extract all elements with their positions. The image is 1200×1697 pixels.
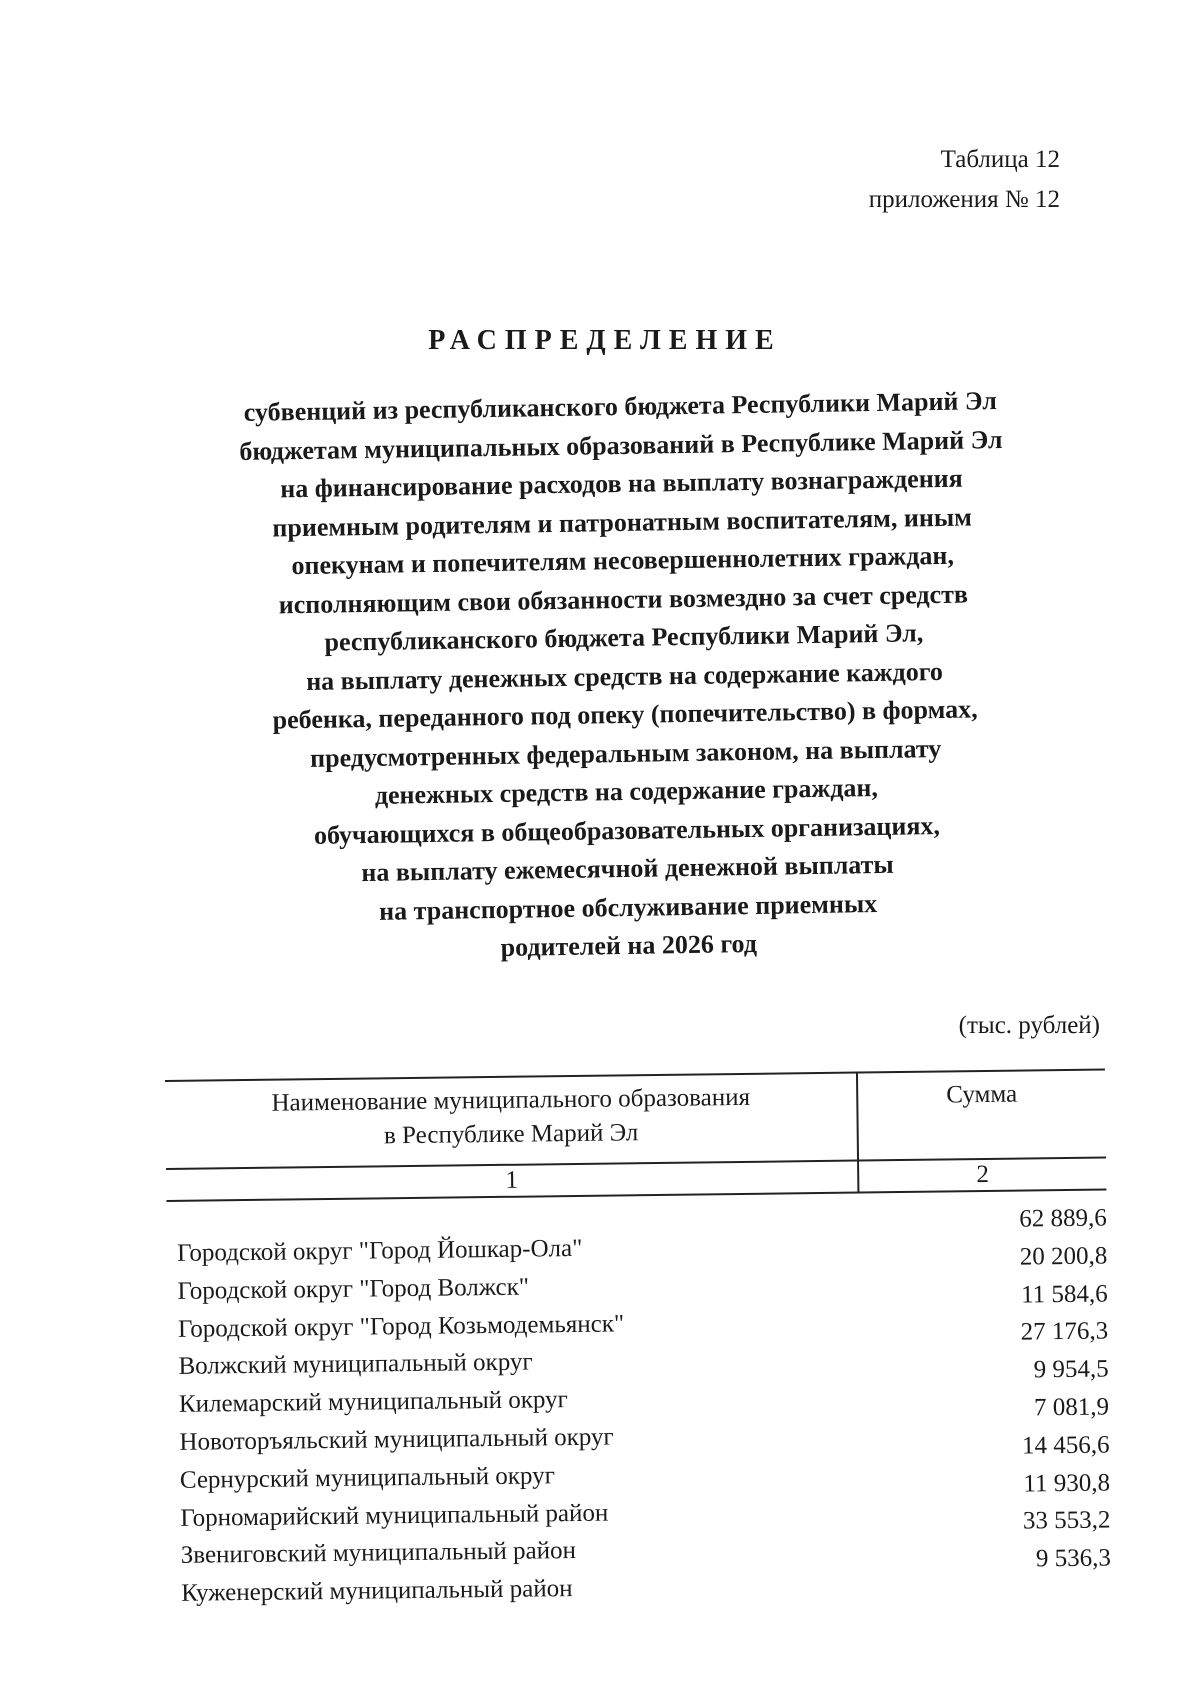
subtitle-line: предусмотренных федеральным законом, на выплату [309,733,942,773]
municipality-name: Килемарский муниципальный округ [178,1386,569,1419]
subtitle-line: родителей на 2026 год [500,928,758,962]
municipality-name: Волжский муниципальный округ [178,1348,533,1381]
subvention-amount: 20 200,8 [1019,1242,1108,1271]
subvention-amount: 11 930,8 [1023,1469,1111,1498]
column-number-1: 1 [166,1161,858,1201]
distribution-table [165,1069,1112,1608]
subvention-amount: 11 584,6 [1020,1280,1108,1309]
subtitle-line: приемным родителям и патронатным воспитателям, иным [272,501,973,542]
subvention-amount: 9 954,5 [1033,1355,1109,1384]
municipality-name: Городской округ "Город Козьмодемьянск" [177,1310,625,1343]
subtitle-line: ребенка, переданного под опеку (попечительство) в формах, [272,694,978,735]
subtitle-line: исполняющим свои обязанности возмездно за счет средств [278,579,969,619]
table-header [165,1069,1106,1202]
appendix-number: приложения № 12 [868,186,1060,213]
units-label: (тыс. рублей) [958,1012,1100,1039]
subtitle-line: на финансирование расходов на выплату вознаграждения [280,463,963,504]
municipality-name: Звениговский муниципальный район [180,1537,577,1570]
column-header-amount: Сумма [857,1070,1106,1161]
subtitle-line: республиканского бюджета Республики Марий Эл, [324,618,924,657]
subtitle-line: субвенций из республиканского бюджета Республики Марий Эл [243,386,998,427]
municipality-name: Горномарийский муниципальный район [180,1499,609,1532]
table-number: Таблица 12 [940,146,1060,173]
municipality-name: Сернурский муниципальный округ [179,1462,556,1494]
municipality-name: Городской округ "Город Волжск" [177,1273,530,1305]
municipality-name: Новоторъяльский муниципальный округ [179,1423,614,1456]
subvention-amount: 33 553,2 [1022,1506,1111,1535]
subtitle-line: денежных средств на содержание граждан, [374,773,879,810]
municipality-name: Городской округ "Город Йошкар-Ола" [176,1234,583,1267]
subtitle-line: на транспортное обслуживание приемных [378,888,878,926]
column-header-name: Наименование муниципального образования в Республике Марий Эл [165,1073,858,1169]
subvention-amount: 27 176,3 [1020,1317,1109,1346]
table-body [167,1204,1112,1608]
subtitle-line: опекунам и попечителям несовершеннолетних граждан, [291,540,955,581]
document-subtitle [170,381,1079,973]
subtitle-line: бюджетам муниципальных образований в Республике Марий Эл [239,424,1003,466]
subvention-amount: 62 889,6 [1019,1204,1107,1233]
column-number-2: 2 [858,1158,1106,1193]
subvention-amount: 7 081,9 [1033,1393,1110,1422]
document-heading: РАСПРЕДЕЛЕНИЕ [428,325,782,356]
subvention-amount: 14 456,6 [1021,1431,1110,1460]
subtitle-line: на выплату ежемесячной денежной выплаты [361,849,894,888]
table-reference [869,140,1060,220]
municipality-name: Куженерский муниципальный район [181,1575,573,1608]
subtitle-line: обучающихся в общеобразовательных организациях, [313,810,941,850]
subtitle-line: на выплату денежных средств на содержание каждого [305,656,944,696]
subvention-amount: 9 536,3 [1035,1544,1112,1573]
